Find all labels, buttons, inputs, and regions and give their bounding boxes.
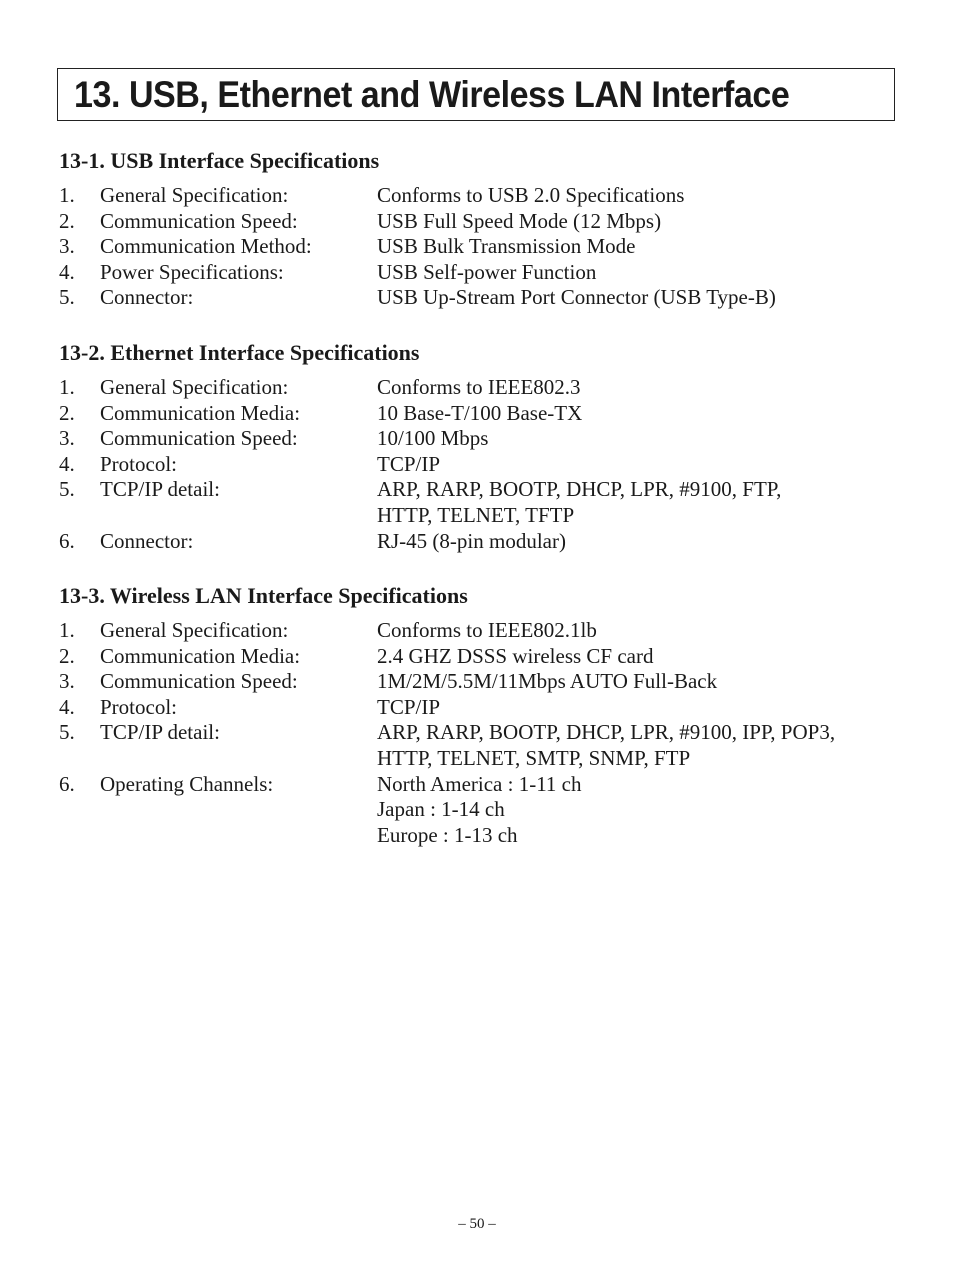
spec-value-line: TCP/IP	[377, 451, 441, 476]
spec-value	[377, 669, 919, 695]
spec-value	[377, 285, 919, 311]
spec-value	[377, 209, 919, 235]
spec-value-line: RJ-45 (8-pin modular)	[377, 528, 566, 553]
spec-number: 1.	[59, 183, 75, 207]
spec-value-line: ARP, RARP, BOOTP, DHCP, LPR, #9100, FTP,	[377, 477, 782, 502]
spec-row	[59, 209, 919, 235]
spec-number: 1.	[59, 375, 75, 399]
spec-row	[59, 529, 919, 555]
spec-value	[377, 618, 919, 644]
spec-value	[377, 426, 919, 452]
spec-value-line: TCP/IP	[377, 694, 441, 719]
spec-value	[377, 375, 919, 401]
spec-value	[377, 452, 919, 478]
spec-value	[377, 720, 919, 771]
spec-number: 5.	[59, 477, 75, 502]
spec-number: 2.	[59, 400, 75, 425]
spec-number: 3.	[59, 234, 75, 259]
spec-number: 3.	[59, 426, 75, 451]
section-heading: 13-1. USB Interface Specifications	[59, 148, 380, 173]
spec-number: 1.	[59, 618, 75, 642]
spec-row	[59, 618, 919, 644]
spec-number: 6.	[59, 771, 75, 796]
spec-label: General Specification:	[100, 183, 289, 207]
spec-label: Operating Channels:	[100, 771, 274, 796]
spec-value	[377, 772, 919, 849]
spec-value	[377, 529, 919, 555]
spec-value-line: USB Self-power Function	[377, 259, 597, 284]
spec-number: 6.	[59, 528, 75, 553]
spec-label: General Specification:	[100, 618, 289, 642]
spec-number: 2.	[59, 208, 75, 233]
spec-number: 4.	[59, 259, 75, 284]
spec-label: Communication Speed:	[100, 669, 298, 694]
spec-value-line: Conforms to USB 2.0 Specifications	[377, 183, 685, 207]
spec-number: 3.	[59, 669, 75, 694]
spec-value-line: Europe : 1-13 ch	[377, 822, 518, 847]
spec-value-line: Conforms to IEEE802.1lb	[377, 618, 597, 642]
wireless-section	[59, 582, 919, 848]
spec-value-line: North America : 1-11 ch	[377, 771, 582, 796]
spec-label: Communication Media:	[100, 400, 301, 425]
spec-value	[377, 644, 919, 670]
spec-row	[59, 401, 919, 427]
spec-label: Communication Speed:	[100, 426, 298, 451]
spec-row	[59, 720, 919, 771]
spec-value-line: HTTP, TELNET, SMTP, SNMP, FTP	[377, 745, 691, 770]
spec-row	[59, 669, 919, 695]
spec-value-line: HTTP, TELNET, TFTP	[377, 502, 575, 527]
spec-value-line: Conforms to IEEE802.3	[377, 375, 581, 399]
spec-label: Communication Speed:	[100, 208, 298, 233]
spec-row	[59, 375, 919, 401]
spec-row	[59, 260, 919, 286]
spec-number: 5.	[59, 720, 75, 745]
spec-label: Communication Media:	[100, 643, 301, 668]
spec-value-line: ARP, RARP, BOOTP, DHCP, LPR, #9100, IPP, POP3,	[377, 720, 836, 745]
spec-number: 5.	[59, 285, 75, 310]
spec-value-line: Japan : 1-14 ch	[377, 797, 505, 822]
spec-row	[59, 285, 919, 311]
spec-value-line: 10 Base-T/100 Base-TX	[377, 400, 583, 425]
spec-row	[59, 695, 919, 721]
spec-value	[377, 477, 919, 528]
spec-value	[377, 260, 919, 286]
spec-label: Power Specifications:	[100, 259, 284, 284]
section-heading: 13-2. Ethernet Interface Specifications	[59, 340, 420, 365]
spec-label: Protocol:	[100, 451, 177, 476]
spec-value-line: 10/100 Mbps	[377, 426, 489, 451]
spec-value	[377, 234, 919, 260]
spec-row	[59, 452, 919, 478]
spec-row	[59, 477, 919, 528]
spec-list	[59, 375, 919, 554]
spec-value	[377, 401, 919, 427]
spec-number: 4.	[59, 451, 75, 476]
spec-number: 2.	[59, 643, 75, 668]
chapter-title-box	[57, 68, 895, 121]
spec-label: Connector:	[100, 528, 194, 553]
spec-value-line: USB Bulk Transmission Mode	[377, 234, 636, 259]
ethernet-section	[59, 339, 919, 554]
spec-value	[377, 695, 919, 721]
spec-list	[59, 618, 919, 848]
spec-row	[59, 426, 919, 452]
spec-label: General Specification:	[100, 375, 289, 399]
spec-label: TCP/IP detail:	[100, 477, 220, 502]
spec-label: Connector:	[100, 285, 194, 310]
spec-label: Protocol:	[100, 694, 177, 719]
spec-row	[59, 772, 919, 849]
spec-value-line: USB Up-Stream Port Connector (USB Type-B)	[377, 285, 776, 310]
usb-section	[59, 147, 919, 311]
spec-label: Communication Method:	[100, 234, 312, 259]
page-number: – 50 –	[458, 1216, 496, 1232]
chapter-title: 13. USB, Ethernet and Wireless LAN Interface	[74, 73, 790, 115]
spec-row	[59, 644, 919, 670]
spec-number: 4.	[59, 694, 75, 719]
section-heading: 13-3. Wireless LAN Interface Specifications	[59, 583, 468, 608]
spec-label: TCP/IP detail:	[100, 720, 220, 745]
spec-value	[377, 183, 919, 209]
spec-row	[59, 234, 919, 260]
spec-row	[59, 183, 919, 209]
spec-value-line: USB Full Speed Mode (12 Mbps)	[377, 208, 662, 233]
spec-value-line: 1M/2M/5.5M/11Mbps AUTO Full-Back	[377, 669, 718, 694]
spec-list	[59, 183, 919, 311]
spec-value-line: 2.4 GHZ DSSS wireless CF card	[377, 643, 654, 668]
